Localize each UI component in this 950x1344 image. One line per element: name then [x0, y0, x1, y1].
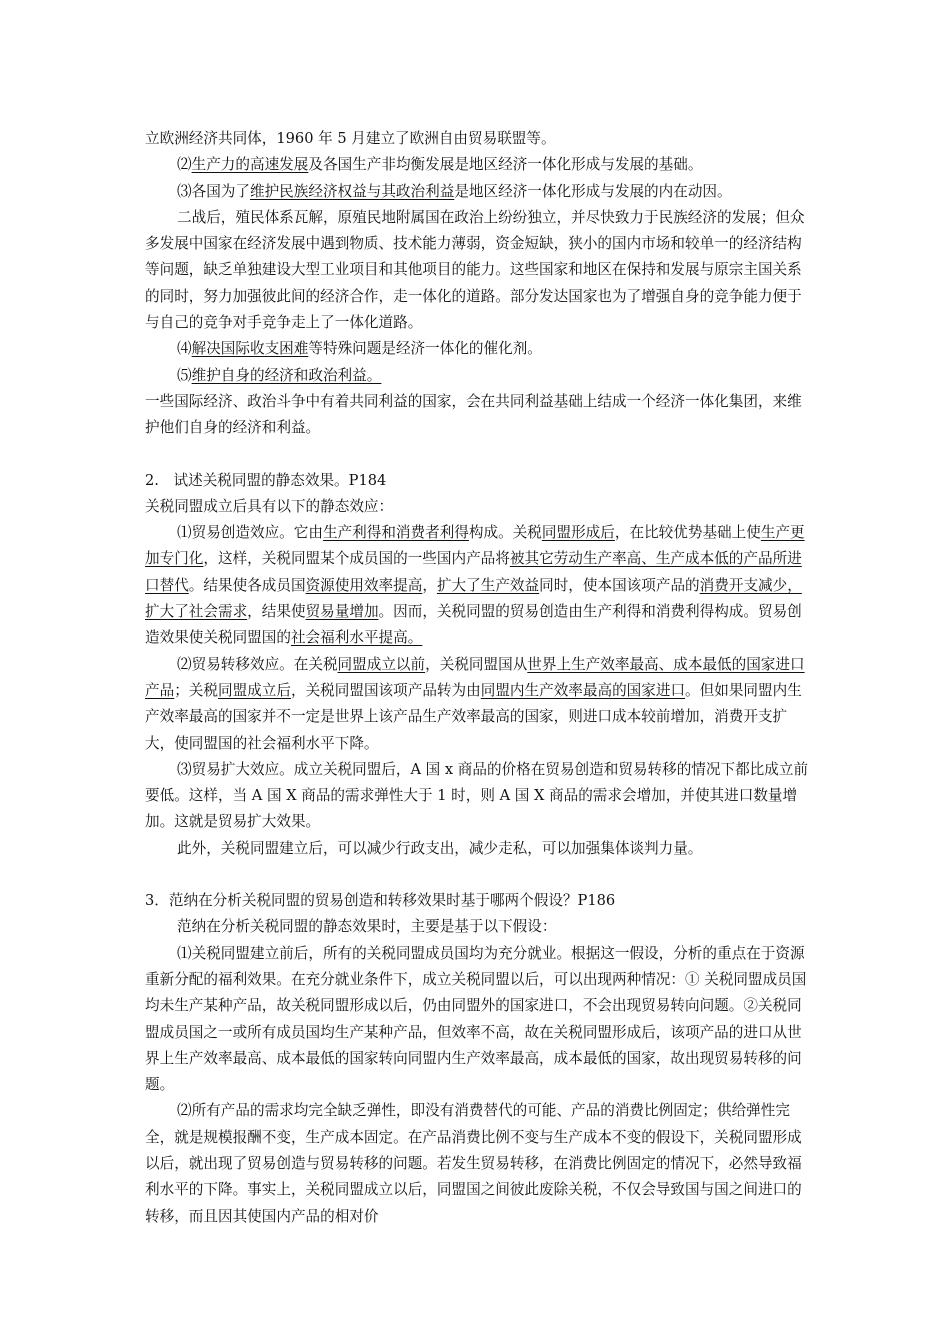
- underlined-text: 扩大了生产效益: [436, 576, 540, 594]
- underlined-text: 资源使用效率提高: [305, 576, 423, 594]
- text-run: ⑵所有产品的需求均完全缺乏弹性，即没有消费替代的可能、产品的消费比例固定；供给弹性完全，就是规模报酬不变，生产成本固定。在产品消费比例不变与生产成本不变的假设下，关税同盟形成以后，就出现了贸易创造与贸易转移的问题。若发生贸易转移，在消费比例固定的情况下，必然导致福利水平的下降。事实上，关税同盟成立以后，同盟国之间彼此废除关税，不仅会导致国与国之间进口的转移，而且因其使国内产品的相对价: [145, 1102, 802, 1225]
- text-run: ，关税同盟国该项产品转为由: [290, 681, 481, 699]
- text-run: 一些国际经济、政治斗争中有着共同利益的国家，会在共同利益基础上结成一个经济一体化集团，来维护他们自身的经济和利益。: [145, 392, 802, 437]
- paragraph: [145, 126, 813, 152]
- underlined-text: 世界上生产效率最高、成本最低的国家进口产品: [145, 655, 805, 699]
- text-run: ，: [422, 576, 437, 594]
- underlined-text: 同盟形成后: [541, 524, 615, 542]
- text-run: 等特殊问题是经济一体化的催化剂。: [308, 340, 542, 358]
- paragraph: [145, 494, 813, 520]
- underlined-text: 贸易量增加: [305, 603, 379, 621]
- paragraph: [145, 179, 813, 205]
- text-run: 同时，使本国该项产品的: [539, 576, 700, 594]
- text-run: ；关税: [174, 681, 218, 699]
- text-run: ⑶各国为了: [177, 182, 250, 200]
- text-run: 此外，关税同盟建立后，可以减少行政支出，减少走私，可以加强集体谈判力量。: [177, 839, 703, 857]
- underlined-text: 社会福利水平提高。: [290, 629, 423, 647]
- paragraph: [145, 205, 813, 336]
- underlined-text: 同盟成立后: [218, 681, 291, 699]
- underlined-text: 消费开支减少，扩大了社会需求: [145, 576, 802, 621]
- paragraph: [145, 389, 813, 442]
- paragraph: [145, 363, 813, 389]
- underlined-text: 生产更加专门化: [145, 524, 805, 568]
- text-run: 构成。关税: [468, 524, 542, 542]
- text-run: 。但如果同盟内生产效率最高的国家并不一定是世界上该产品生产效率最高的国家，则进口成本较前增加，消费开支扩大，使同盟国的社会福利水平下降。: [145, 681, 802, 752]
- text-run: ⑴贸易创造效应。它由: [177, 524, 323, 542]
- text-run: ⑴关税同盟建立前后，所有的关税同盟成员国均为充分就业。根据这一假设，分析的重点在于资源重新分配的福利效果。在充分就业条件下，成立关税同盟以后，可以出现两种情况：① 关税同盟成员国均未生产某种产品，故关税同盟形成以后，仍由同盟外的国家进口，不会出现贸易转向问题。②关税同盟成员国之一或所有成员国均生产某种产品，但效率不高，故在关税同盟形成后，该项产品的进口从世界上生产效率最高、成本最低的国家转向同盟内生产效率最高，成本最低的国家，故出现贸易转移的问题。: [145, 944, 807, 1094]
- paragraph: [145, 468, 813, 494]
- document-body: [145, 126, 813, 1230]
- text-run: ⑷: [177, 340, 192, 358]
- paragraph: [145, 1098, 813, 1229]
- text-run: ⑸: [177, 366, 192, 384]
- paragraph: [145, 941, 813, 1099]
- underlined-text: 维护民族经济权益与其政治利益: [249, 182, 455, 200]
- paragraph: [145, 888, 813, 914]
- text-run: 3．范纳在分析关税同盟的贸易创造和转移效果时基于哪两个假设？P186: [145, 892, 616, 910]
- text-run: ，结果使: [247, 603, 306, 621]
- text-run: 二战后，殖民体系瓦解，原殖民地附属国在政治上纷纷独立，并尽快致力于民族经济的发展；但众多发展中国家在经济发展中遇到物质、技术能力薄弱，资金短缺，狭小的国内市场和较单一的经济结构等问题，缺乏单独建设大型工业项目和其他项目的能力。这些国家和地区在保持和发展与原宗主国关系的同时，努力加强彼此间的经济合作，走一体化的道路。部分发达国家也为了增强自身的竞争能力便于与自己的竞争对手竞争走上了一体化道路。: [145, 208, 805, 332]
- underlined-text: 被其它劳动生产率高、生产成本低的产品所进口替代: [145, 550, 802, 594]
- text-run: ⑵: [177, 156, 192, 174]
- paragraph: [145, 652, 813, 757]
- paragraph: [145, 520, 813, 651]
- text-run: ⑵贸易转移效应。在关税: [177, 655, 338, 673]
- text-run: 。因而，关税同盟的贸易创造由生产利得和消费利得构成。贸易创造效果使关税同盟国的: [145, 603, 802, 647]
- paragraph-gap: [145, 862, 813, 888]
- text-run: 及各国生产非均衡发展是地区经济一体化形成与发展的基础。: [308, 156, 703, 174]
- paragraph: [145, 757, 813, 836]
- text-run: 2. 试述关税同盟的静态效果。P184: [145, 471, 387, 489]
- text-run: ，在比较优势基础上使: [614, 524, 761, 542]
- text-run: ，这样，关税同盟某个成员国的一些国内产品将: [203, 550, 510, 568]
- text-run: 关税同盟成立后具有以下的静态效应：: [145, 497, 394, 515]
- underlined-text: 同盟成立以前: [337, 655, 426, 673]
- text-run: ，关税同盟国从: [425, 655, 528, 673]
- text-run: ⑶贸易扩大效应。成立关税同盟后，A 国 x 商品的价格在贸易创造和贸易转移的情况下都比成立前要低。这样，当 A 国 X 商品的需求弹性大于 1 时，则 A 国 X 商品的需求会增加，并使其进口数量增加。这就是贸易扩大效果。: [145, 760, 809, 831]
- underlined-text: 同盟内生产效率最高的国家进口: [480, 681, 686, 699]
- underlined-text: 生产力的高速发展: [191, 156, 309, 174]
- underlined-text: 解决国际收支困难: [191, 340, 309, 358]
- paragraph-gap: [145, 442, 813, 468]
- text-run: 立欧洲经济共同体，1960 年 5 月建立了欧洲自由贸易联盟等。: [145, 130, 556, 147]
- paragraph: [145, 836, 813, 862]
- underlined-text: 维护自身的经济和政治利益。: [191, 366, 382, 384]
- text-run: 是地区经济一体化形成与发展的内在动因。: [454, 182, 732, 200]
- paragraph: [145, 336, 813, 362]
- text-run: 范纳在分析关税同盟的静态效果时，主要是基于以下假设：: [177, 918, 557, 936]
- underlined-text: 生产利得和消费者利得: [322, 524, 469, 542]
- paragraph: [145, 914, 813, 940]
- paragraph: [145, 152, 813, 178]
- text-run: 。结果使各成员国: [188, 576, 306, 594]
